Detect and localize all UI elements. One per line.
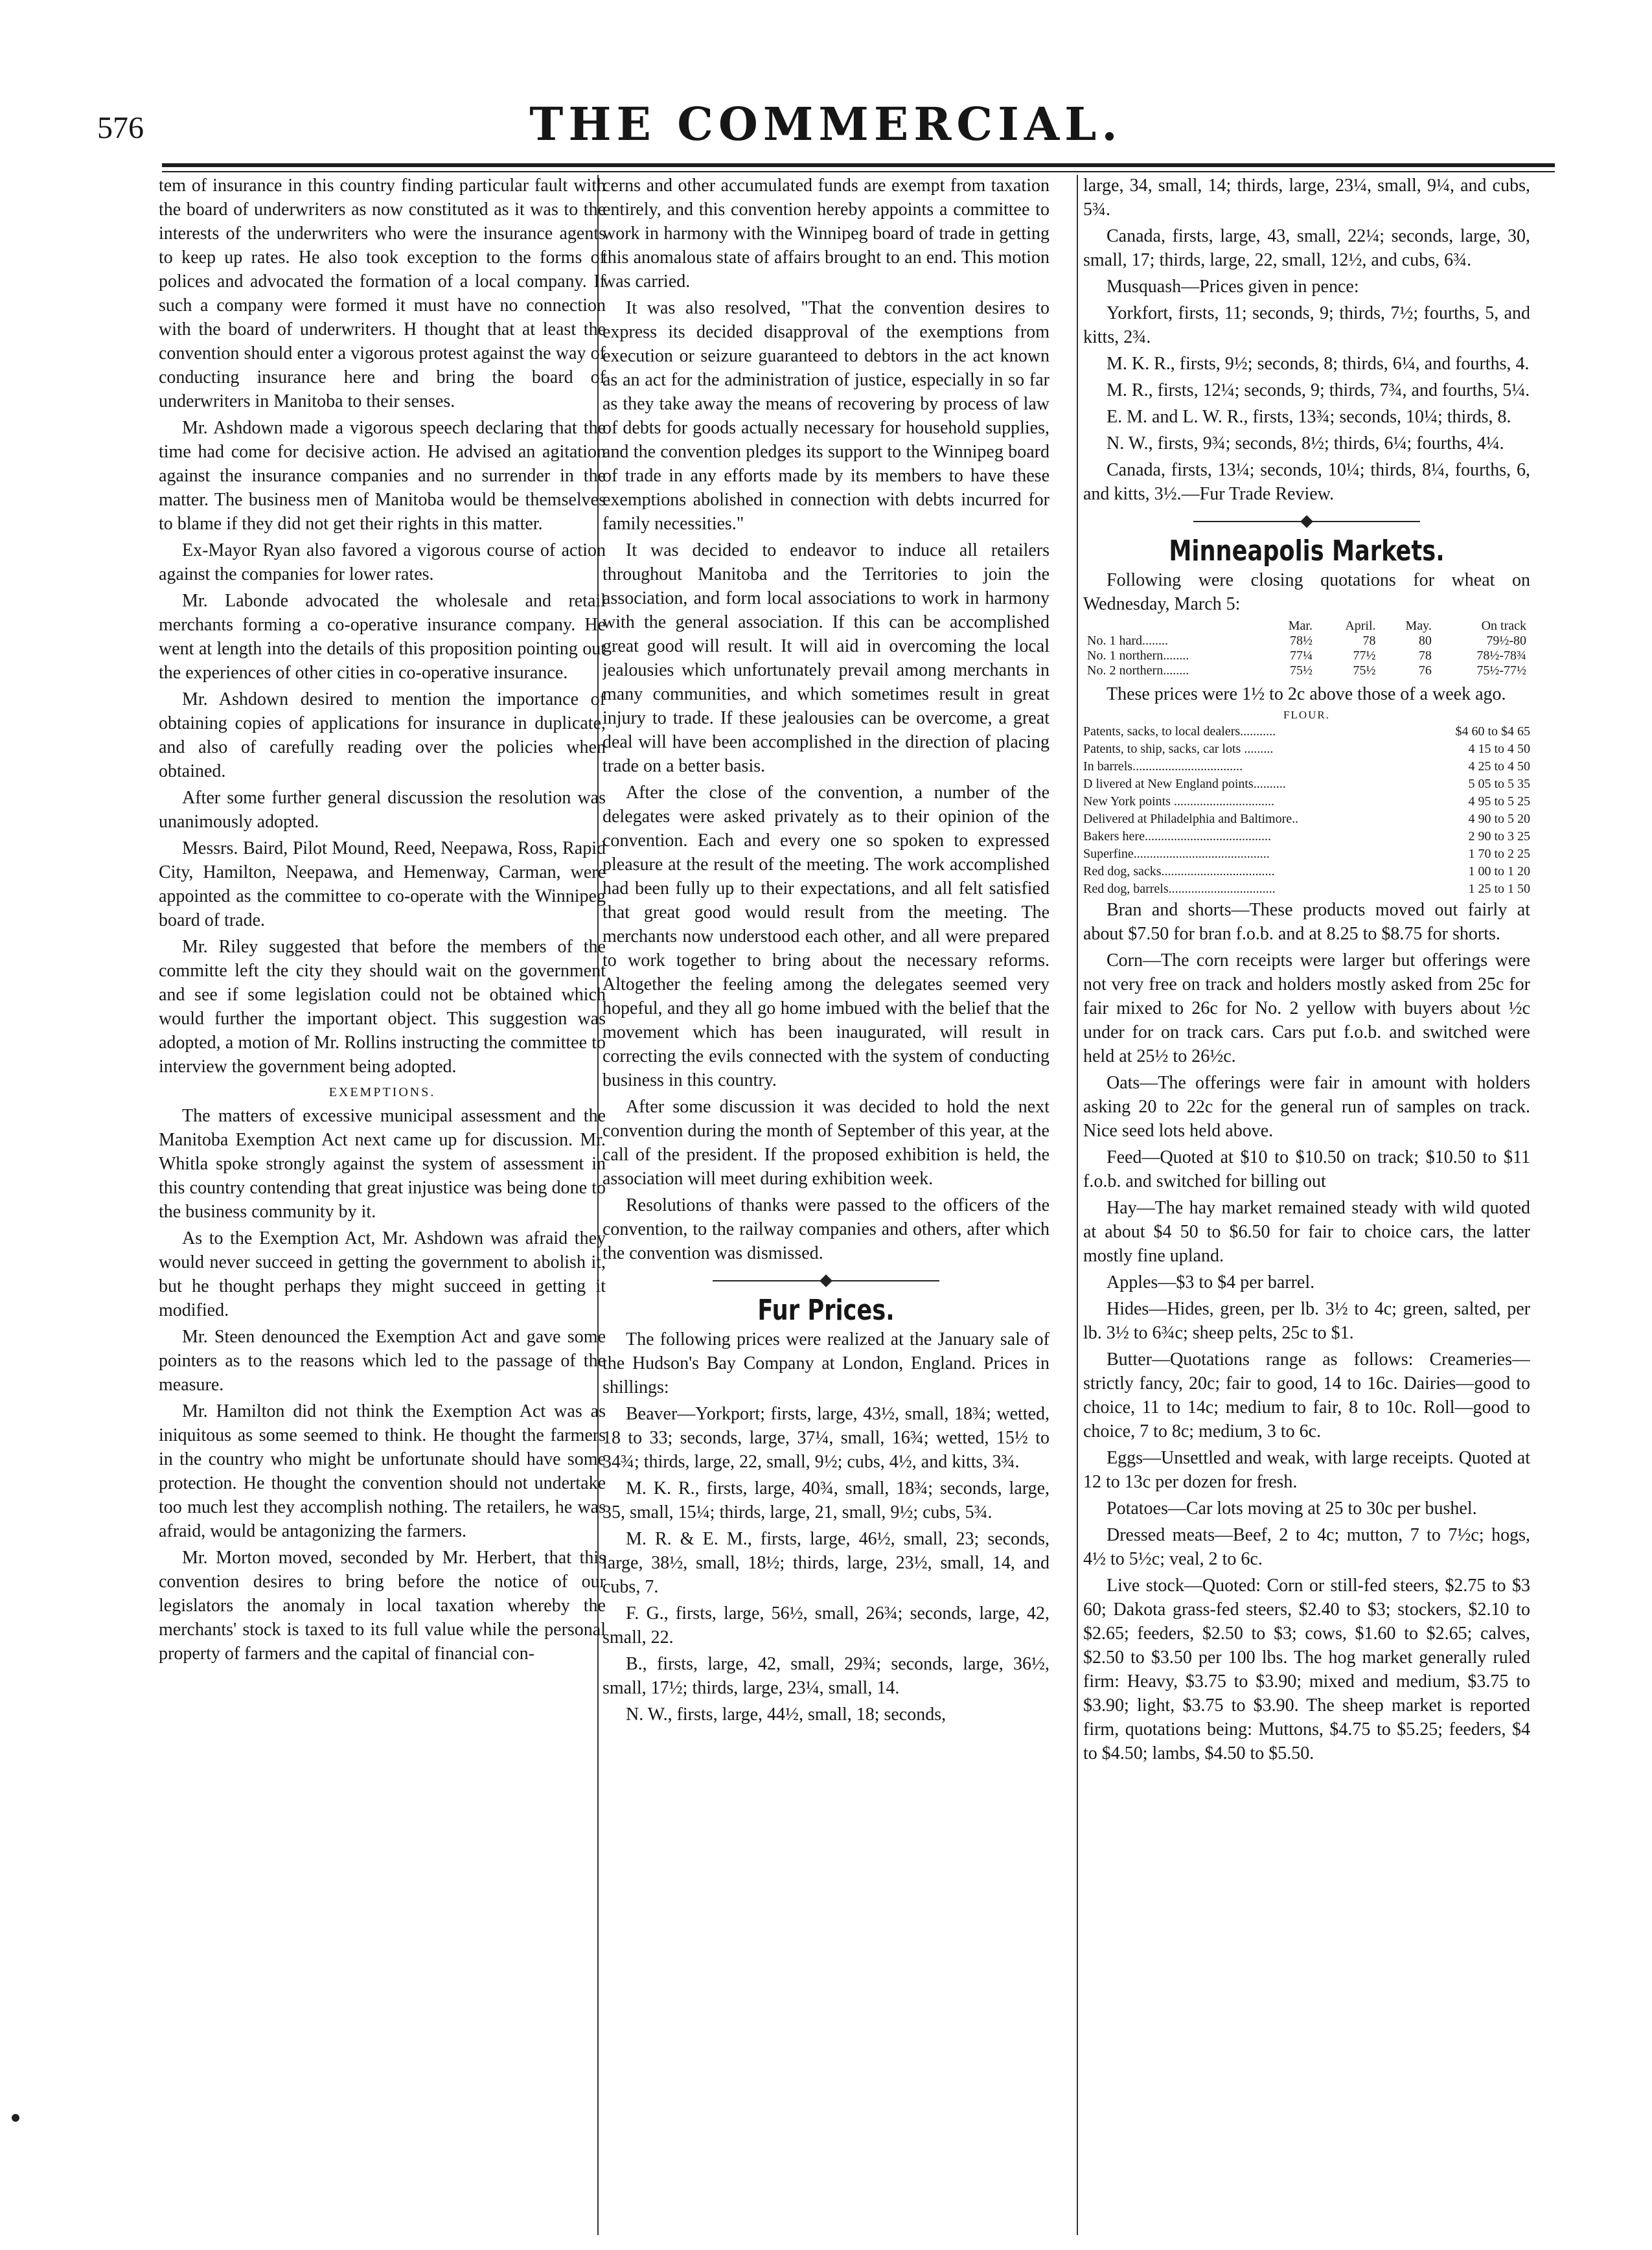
paragraph: Canada, firsts, 13¼; seconds, 10¼; thirds, 8¼, fourths, 6, and kitts, 3½.—Fur Trade Review. (1083, 460, 1530, 504)
paragraph: Mr. Labonde advocated the wholesale and retail merchants forming a co-operative insurance company. He went at length into the details of this proposition pointing out the experiences of other cities in co-operative insurance. (159, 591, 606, 683)
paragraph: large, 34, small, 14; thirds, large, 23¼, small, 9¼, and cubs, 5¾. (1083, 176, 1530, 220)
exemptions-heading: EXEMPTIONS. (328, 1085, 436, 1099)
table-cell: No. 2 northern........ (1087, 663, 1189, 678)
paragraph: It was decided to endeavor to induce all retailers throughout Manitoba and the Territories to join the association, and form local associations to work in harmony with the general association. If this can be accomplished great good will result. It will aid in overcoming the local jealousies which unfortunately prevail among merchants in many communities, and which sometimes result in great injury to trade. If these jealousies can be overcome, a great deal will have been accomplished in the direction of placing trade on a better basis. (602, 540, 1050, 776)
table-cell: No. 1 northern........ (1087, 649, 1189, 663)
paragraph: Bran and shorts—These products moved out fairly at about $7.50 for bran f.o.b. and at 8.25 to $8.75 for shorts. (1083, 900, 1530, 944)
paragraph: Mr. Ashdown desired to mention the importance of obtaining copies of applications for insurance in duplicate, and also of carefully reading over the policies when obtained. (159, 689, 606, 781)
table-header-cell: April. (1345, 619, 1376, 633)
paragraph: Dressed meats—Beef, 2 to 4c; mutton, 7 to 7½c; hogs, 4½ to 5½c; veal, 2 to 6c. (1083, 1525, 1530, 1569)
flour-row (1083, 828, 1530, 845)
flour-item: Superfine.......................................... (1083, 847, 1270, 861)
paragraph: M. R. & E. M., firsts, large, 46½, small, 23; seconds, large, 38½, small, 18½; thirds, large, 23½, small, 14, and cubs, 7. (602, 1529, 1050, 1597)
table-cell: 79½-80 (1486, 634, 1526, 648)
table-cell: 78½-78¾ (1476, 649, 1526, 663)
paragraph: N. W., firsts, 9¾; seconds, 8½; thirds, 6¼; fourths, 4¼. (1107, 433, 1504, 453)
paragraph: The following prices were realized at the January sale of the Hudson's Bay Company at London, England. Prices in shillings: (602, 1329, 1050, 1397)
flour-price: 2 90 to 3 25 (1468, 829, 1530, 844)
table-cell: 75½ (1353, 663, 1376, 678)
section-ornament (602, 1272, 1050, 1290)
flour-item: D livered at New England points.......... (1083, 777, 1286, 791)
flour-item: Patents, to ship, sacks, car lots ......... (1083, 742, 1274, 756)
minneapolis-markets-title: Minneapolis Markets. (1169, 534, 1445, 568)
paragraph: Mr. Riley suggested that before the members of the committe left the city they should wait on the government and see if some legislation could not be obtained which would further the important object. This suggestion was adopted, a motion of Mr. Rollins instructing the committee to interview the government being adopted. (159, 937, 606, 1077)
fur-prices-title: Fur Prices. (757, 1294, 895, 1327)
paragraph: Yorkfort, firsts, 11; seconds, 9; thirds, 7½; fourths, 5, and kitts, 2¾. (1083, 303, 1530, 347)
paragraph: Corn—The corn receipts were larger but offerings were not very free on track and holders mostly asked from 25c for fair mixed to 26c for No. 2 yellow with buyers about ½c under for on track cars. Cars put f.o.b. and switched were held at 25½ to 26½c. (1083, 950, 1530, 1066)
table-cell: 75½ (1289, 663, 1313, 678)
flour-row (1083, 740, 1530, 758)
flour-price: 4 95 to 5 25 (1468, 794, 1530, 809)
table-header-cell: May. (1405, 619, 1432, 633)
table-cell: 75½-77½ (1476, 663, 1526, 678)
paragraph: Feed—Quoted at $10 to $10.50 on track; $10.50 to $11 f.o.b. and switched for billing out (1083, 1147, 1530, 1191)
table-cell: 76 (1418, 663, 1432, 678)
page-number: 576 (97, 111, 144, 145)
section-ornament (1083, 512, 1530, 531)
paragraph: Ex-Mayor Ryan also favored a vigorous course of action against the companies for lower rates. (159, 540, 606, 584)
flour-row (1083, 775, 1530, 793)
flour-item: New York points ............................... (1083, 794, 1275, 809)
paragraph: Resolutions of thanks were passed to the officers of the convention, to the railway companies and others, after which the convention was dismissed. (602, 1195, 1050, 1263)
paragraph: Mr. Morton moved, seconded by Mr. Herbert, that this convention desires to bring before the notice of our legislators the anomaly in local taxation whereby the merchants' stock is taxed to its full value while the personal property of farmers and the capital of financial con- (159, 1548, 606, 1664)
paragraph: N. W., firsts, large, 44½, small, 18; seconds, (626, 1705, 946, 1725)
paragraph: Hay—The hay market remained steady with wild quoted at about $4 50 to $6.50 for fair to choice cars, the latter mostly fine upland. (1083, 1198, 1530, 1266)
paragraph: M. K. R., firsts, 9½; seconds, 8; thirds, 6¼, and fourths, 4. (1107, 354, 1530, 374)
table-cell: 77¼ (1289, 649, 1313, 663)
paragraph: M. K. R., firsts, large, 40¾, small, 18¾; seconds, large, 35, small, 15¼; thirds, large, 21, small, 9½; cubs, 5¾. (602, 1478, 1050, 1522)
paragraph: Mr. Hamilton did not think the Exemption Act was as iniquitous as some seemed to think. He thought the farmers in the country who might be unfortunate should have some protection. He thought the convention should not undertake too much lest they accomplish nothing. The retailers, he was afraid, would be antagonizing the farmers. (159, 1401, 606, 1541)
paragraph: After some discussion it was decided to hold the next convention during the month of September of this year, at the call of the president. If the proposed exhibition is held, the association will meet during exhibition week. (602, 1097, 1050, 1189)
paragraph: cerns and other accumulated funds are exempt from taxation entirely, and this convention hereby appoints a committee to work in harmony with the Winnipeg board of trade in getting this anomalous state of affairs brought to an end. This motion was carried. (602, 176, 1050, 292)
flour-item: Delivered at Philadelphia and Baltimore.. (1083, 812, 1299, 826)
table-cell: 78 (1362, 634, 1376, 648)
flour-price: 4 15 to 4 50 (1468, 742, 1530, 756)
flour-price: 1 70 to 2 25 (1468, 847, 1530, 861)
paragraph: Hides—Hides, green, per lb. 3½ to 4c; green, salted, per lb. 3½ to 6¾c; sheep pelts, 25c to $1. (1083, 1299, 1530, 1343)
flour-price: 1 00 to 1 20 (1468, 864, 1530, 878)
paragraph: Following were closing quotations for wheat on Wednesday, March 5: (1083, 570, 1530, 614)
table-header-row (1083, 619, 1530, 634)
paragraph: Oats—The offerings were fair in amount with holders asking 20 to 22c for the general run of samples on track. Nice seed lots held above. (1083, 1073, 1530, 1141)
table-header-cell (1083, 619, 1264, 634)
flour-price: 5 05 to 5 35 (1468, 777, 1530, 791)
paragraph: Beaver—Yorkport; firsts, large, 43½, small, 18¾; wetted, 18 to 33; seconds, large, 37¼, small, 16¾; wetted, 15½ to 34¾; thirds, large, 22, small, 9½; cubs, 4½, and kitts, 3¾. (602, 1404, 1050, 1472)
paragraph: It was also resolved, "That the convention desires to express its decided disapproval of the exemptions from execution or seizure guaranteed to debtors in the act known as an act for the administration of justice, especially in so far as they take away the means of recovering by process of law of debts for goods actually necessary for household supplies, and the convention pledges its support to the Winnipeg board of trade in any efforts made by its members to have these exemptions abolished in connection with debts incurred for family necessities." (602, 298, 1050, 534)
flour-price: 4 90 to 5 20 (1468, 812, 1530, 826)
table-cell: 78 (1418, 649, 1432, 663)
paragraph: Potatoes—Car lots moving at 25 to 30c per bushel. (1107, 1498, 1477, 1519)
page-header (0, 0, 1652, 175)
table-row (1083, 634, 1530, 649)
paragraph: Canada, firsts, large, 43, small, 22¼; seconds, large, 30, small, 17; thirds, large, 22, small, 12½, and cubs, 6¾. (1083, 226, 1530, 270)
column-3 (1083, 174, 1530, 2234)
flour-row (1083, 810, 1530, 828)
flour-price: 1 25 to 1 50 (1468, 882, 1530, 896)
table-header-cell: On track (1481, 619, 1526, 633)
paragraph: E. M. and L. W. R., firsts, 13¾; seconds, 10¼; thirds, 8. (1107, 407, 1511, 427)
paragraph: tem of insurance in this country finding particular fault with the board of underwriters as now constituted as it was to the interests of the underwriters who were the insurance agents to keep up rates. He also took exception to the forms of polices and advocated the formation of a local company. If such a company were formed it must have no connection with the board of underwriters. H thought that at least the convention should enter a vigorous protest against the way of conducting insurance here and bring the board of underwriters in Manitoba to their senses. (159, 176, 606, 411)
table-cell: No. 1 hard........ (1087, 634, 1168, 648)
table-row (1083, 663, 1530, 678)
column-2 (602, 174, 1050, 2234)
flour-item: Patents, sacks, to local dealers........... (1083, 724, 1276, 739)
paragraph: Apples—$3 to $4 per barrel. (1107, 1272, 1315, 1292)
flour-row (1083, 845, 1530, 863)
paragraph: Mr. Steen denounced the Exemption Act and gave some pointers as to the reasons which led to the passage of the measure. (159, 1327, 606, 1395)
flour-item: Bakers here....................................... (1083, 829, 1271, 844)
column-divider (1077, 175, 1078, 2235)
flour-price: 4 25 to 4 50 (1468, 759, 1530, 774)
table-cell: 78½ (1289, 634, 1313, 648)
flour-row (1083, 758, 1530, 775)
paragraph: Butter—Quotations range as follows: Creameries—strictly fancy, 20c; fair to good, 14 to 16c. Dairies—good to choice, 11 to 14c; medium to fair, 8 to 10c. Roll—good to choice, 7 to 8c; medium, 3 to 6c. (1083, 1349, 1530, 1441)
flour-row (1083, 723, 1530, 740)
flour-price: $4 60 to $4 65 (1455, 724, 1530, 739)
table-header-cell: Mar. (1288, 619, 1313, 633)
masthead-rule (162, 163, 1555, 167)
flour-item: Red dog, barrels................................. (1083, 882, 1276, 896)
wheat-quotations-table (1083, 619, 1530, 678)
paragraph: Messrs. Baird, Pilot Mound, Reed, Neepawa, Ross, Rapid City, Hamilton, Neepawa, and Hemenway, Carman, were appointed as the committee to co-operate with the Winnipeg board of trade. (159, 838, 606, 930)
column-1 (159, 174, 606, 2234)
margin-mark (12, 2114, 19, 2122)
paragraph: Eggs—Unsettled and weak, with large receipts. Quoted at 12 to 13c per dozen for fresh. (1083, 1448, 1530, 1492)
flour-row (1083, 793, 1530, 810)
flour-item: In barrels.................................. (1083, 759, 1243, 774)
paragraph: Musquash—Prices given in pence: (1107, 277, 1359, 297)
paragraph: The matters of excessive municipal assessment and the Manitoba Exemption Act next came up for discussion. Mr. Whitla spoke strongly against the system of assessment in this country contending that great injustice was being done to the business community by it. (159, 1106, 606, 1222)
paragraph: As to the Exemption Act, Mr. Ashdown was afraid they would never succeed in getting the government to abolish it, but he thought perhaps they might succeed in getting it modified. (159, 1228, 606, 1320)
masthead-title: THE COMMERCIAL. (529, 97, 1123, 151)
flour-row (1083, 880, 1530, 898)
flour-heading: FLOUR. (1283, 709, 1330, 721)
paragraph: M. R., firsts, 12¼; seconds, 9; thirds, 7¾, and fourths, 5¼. (1107, 380, 1530, 400)
flour-row (1083, 863, 1530, 880)
paragraph: Mr. Ashdown made a vigorous speech declaring that the time had come for decisive action. He advised an agitation against the insurance companies and no surrender in the matter. The business men of Manitoba would be themselves to blame if they did not get their rights in this matter. (159, 418, 606, 534)
table-row (1083, 649, 1530, 663)
paragraph: Live stock—Quoted: Corn or still-fed steers, $2.75 to $3 60; Dakota grass-fed steers, $2.40 to $3; stockers, $2.10 to $2.65; feeders, $2.50 to $3; cows, $1.60 to $2.65; calves, $2.50 to $3.50 per 100 lbs. The hog market generally ruled firm: Heavy, $3.75 to $3.90; mixed and medium, $3.75 to $3.90; light, $3.75 to $3.90. The sheep market is reported firm, quotations being: Muttons, $4.75 to $5.25; feeders, $4 to $4.50; lambs, $4.50 to $5.50. (1083, 1576, 1530, 1763)
paragraph: After the close of the convention, a number of the delegates were asked privately as to their opinion of the convention. Each and every one so spoken to expressed pleasure at the result of the meeting. The work accomplished had been fully up to their expectations, and all felt satisfied that great good would result from the meeting. The merchants now understood each other, and all were prepared to work together to bring about the necessary reforms. Altogether the feeling among the delegates seemed very hopeful, and they all go home imbued with the belief that the movement which has been inaugurated, will result in correcting the evils connected with the system of conducting business in this country. (602, 783, 1050, 1090)
flour-item: Red dog, sacks................................... (1083, 864, 1275, 878)
paragraph: After some further general discussion the resolution was unanimously adopted. (159, 788, 606, 832)
paragraph: F. G., firsts, large, 56½, small, 26¾; seconds, large, 42, small, 22. (602, 1603, 1050, 1647)
masthead-rule-thin (162, 171, 1555, 172)
paragraph: These prices were 1½ to 2c above those of a week ago. (1107, 684, 1506, 704)
paragraph: B., firsts, large, 42, small, 29¾; seconds, large, 36½, small, 17½; thirds, large, 23¼, small, 14. (602, 1654, 1050, 1698)
table-cell: 77½ (1353, 649, 1376, 663)
table-cell: 80 (1418, 634, 1432, 648)
